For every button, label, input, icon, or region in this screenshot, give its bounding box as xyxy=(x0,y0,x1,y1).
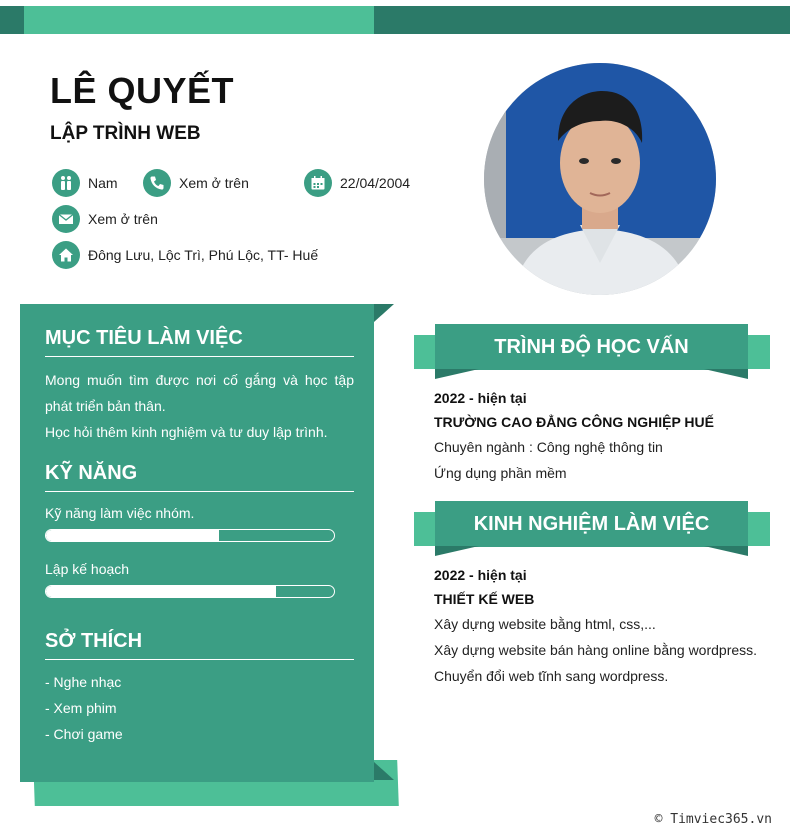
hobbies-heading: SỞ THÍCH xyxy=(45,630,354,660)
experience-period: 2022 - hiện tại xyxy=(434,567,527,583)
birthday-row xyxy=(304,169,410,197)
objective-line: Học hỏi thêm kinh nghiệm và tư duy lập trình. xyxy=(45,424,328,440)
hobby-item: - Chơi game xyxy=(45,726,123,742)
phone-icon xyxy=(143,169,171,197)
calendar-icon xyxy=(304,169,332,197)
ribbon-fold-left xyxy=(435,369,479,379)
education-period: 2022 - hiện tại xyxy=(434,390,527,406)
address-value: Đông Lưu, Lộc Trì, Phú Lộc, TT- Huế xyxy=(88,247,319,263)
objective-line: Mong muốn tìm được nơi cố gắng và học tập phát triển bản thân. xyxy=(45,372,354,414)
skill-bar-fill xyxy=(46,530,219,541)
gender-row xyxy=(52,169,118,197)
candidate-name: LÊ QUYẾT xyxy=(50,70,235,111)
education-school: TRƯỜNG CAO ĐẲNG CÔNG NGHIỆP HUẾ xyxy=(434,414,714,430)
gender-icon xyxy=(52,169,80,197)
education-major: Chuyên ngành : Công nghệ thông tin xyxy=(434,439,663,455)
home-icon xyxy=(52,241,80,269)
skill-label: Lập kế hoạch xyxy=(45,561,130,577)
hobbies-list xyxy=(45,669,354,747)
skills-heading: KỸ NĂNG xyxy=(45,462,354,492)
skill-label: Kỹ năng làm việc nhóm. xyxy=(45,505,195,521)
objective-heading: MỤC TIÊU LÀM VIỆC xyxy=(45,327,354,357)
education-detail: Ứng dụng phần mềm xyxy=(434,465,567,481)
mail-icon xyxy=(52,205,80,233)
footer-credit[interactable]: © Timviec365.vn xyxy=(654,812,772,827)
top-bar-accent xyxy=(24,6,374,34)
experience-line: Chuyển đổi web tĩnh sang wordpress. xyxy=(434,668,669,684)
email-value: Xem ở trên xyxy=(88,211,158,227)
skill-bar xyxy=(45,529,335,542)
experience-line: Xây dựng website bán hàng online bằng wordpress. xyxy=(434,642,758,658)
phone-value: Xem ở trên xyxy=(179,175,249,191)
education-heading: TRÌNH ĐỘ HỌC VẤN xyxy=(435,324,748,370)
panel-fold-bottom xyxy=(374,762,394,780)
ribbon-fold-right xyxy=(704,369,748,379)
ribbon-fold-left xyxy=(435,546,479,556)
experience-heading: KINH NGHIỆM LÀM VIỆC xyxy=(435,501,748,547)
gender-value: Nam xyxy=(88,175,118,191)
objective-text xyxy=(45,367,354,445)
ribbon-fold-right xyxy=(704,546,748,556)
experience-position: THIẾT KẾ WEB xyxy=(434,591,535,607)
skill-bar-fill xyxy=(46,586,276,597)
hobby-item: - Nghe nhạc xyxy=(45,674,122,690)
skill-bar xyxy=(45,585,335,598)
panel-fold-top xyxy=(374,304,394,322)
email-row xyxy=(52,205,158,233)
birthday-value: 22/04/2004 xyxy=(340,175,411,191)
experience-line: Xây dựng website bằng html, css,... xyxy=(434,616,656,632)
phone-row xyxy=(143,169,249,197)
job-title: LẬP TRÌNH WEB xyxy=(50,123,201,144)
profile-photo xyxy=(484,63,716,295)
address-row xyxy=(52,241,318,269)
hobby-item: - Xem phim xyxy=(45,700,117,716)
